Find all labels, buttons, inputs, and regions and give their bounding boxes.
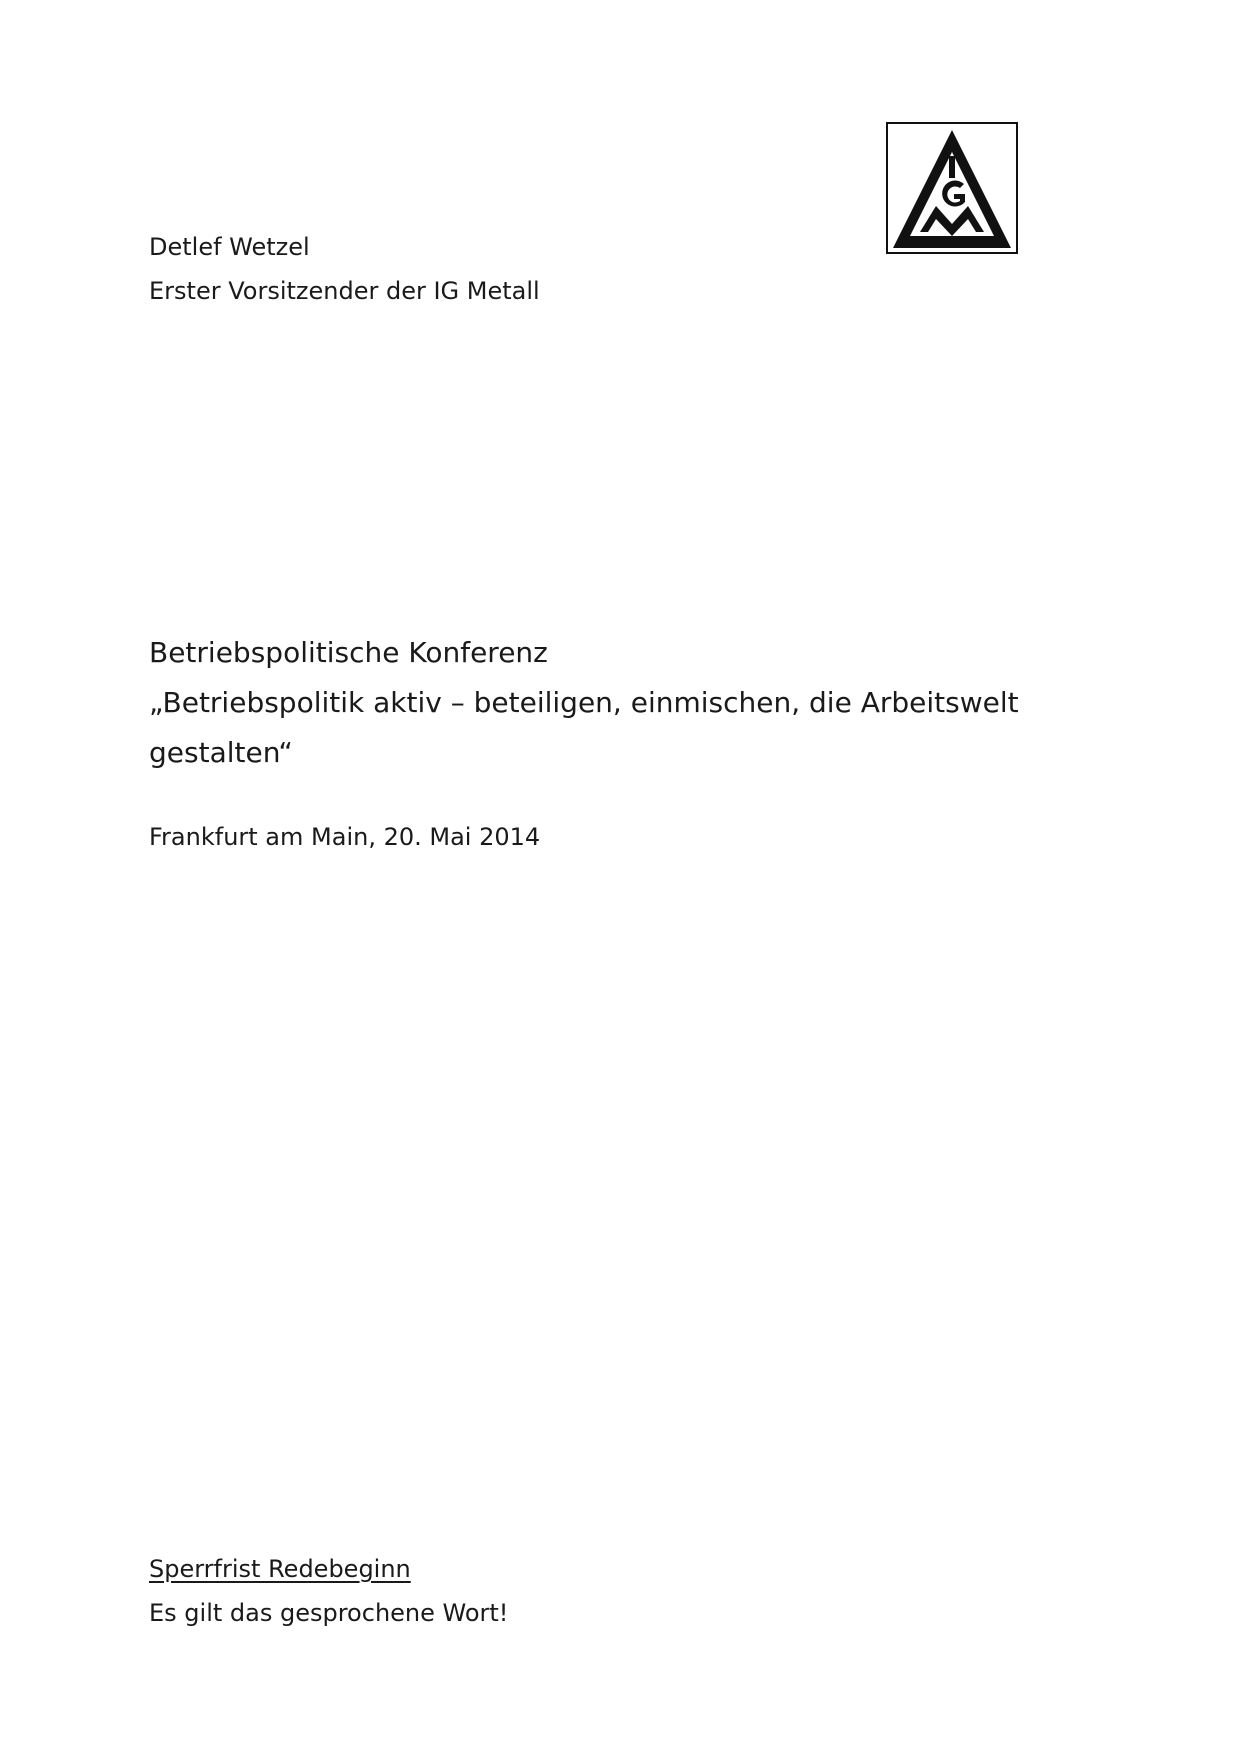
author-name: Detlef Wetzel — [149, 233, 310, 261]
place-date: Frankfurt am Main, 20. Mai 2014 — [149, 823, 541, 851]
motto-line-1: „Betriebspolitik aktiv – beteiligen, einmischen, die Arbeitswelt — [149, 686, 1019, 719]
spoken-word-notice: Es gilt das gesprochene Wort! — [149, 1599, 509, 1627]
event-title — [149, 628, 1049, 778]
embargo-notice: Sperrfrist Redebeginn — [149, 1555, 411, 1583]
author-role: Erster Vorsitzender der IG Metall — [149, 277, 540, 305]
ig-metall-logo-icon — [886, 122, 1018, 254]
event-name: Betriebspolitische Konferenz — [149, 636, 548, 669]
motto-line-2: gestalten“ — [149, 736, 293, 769]
